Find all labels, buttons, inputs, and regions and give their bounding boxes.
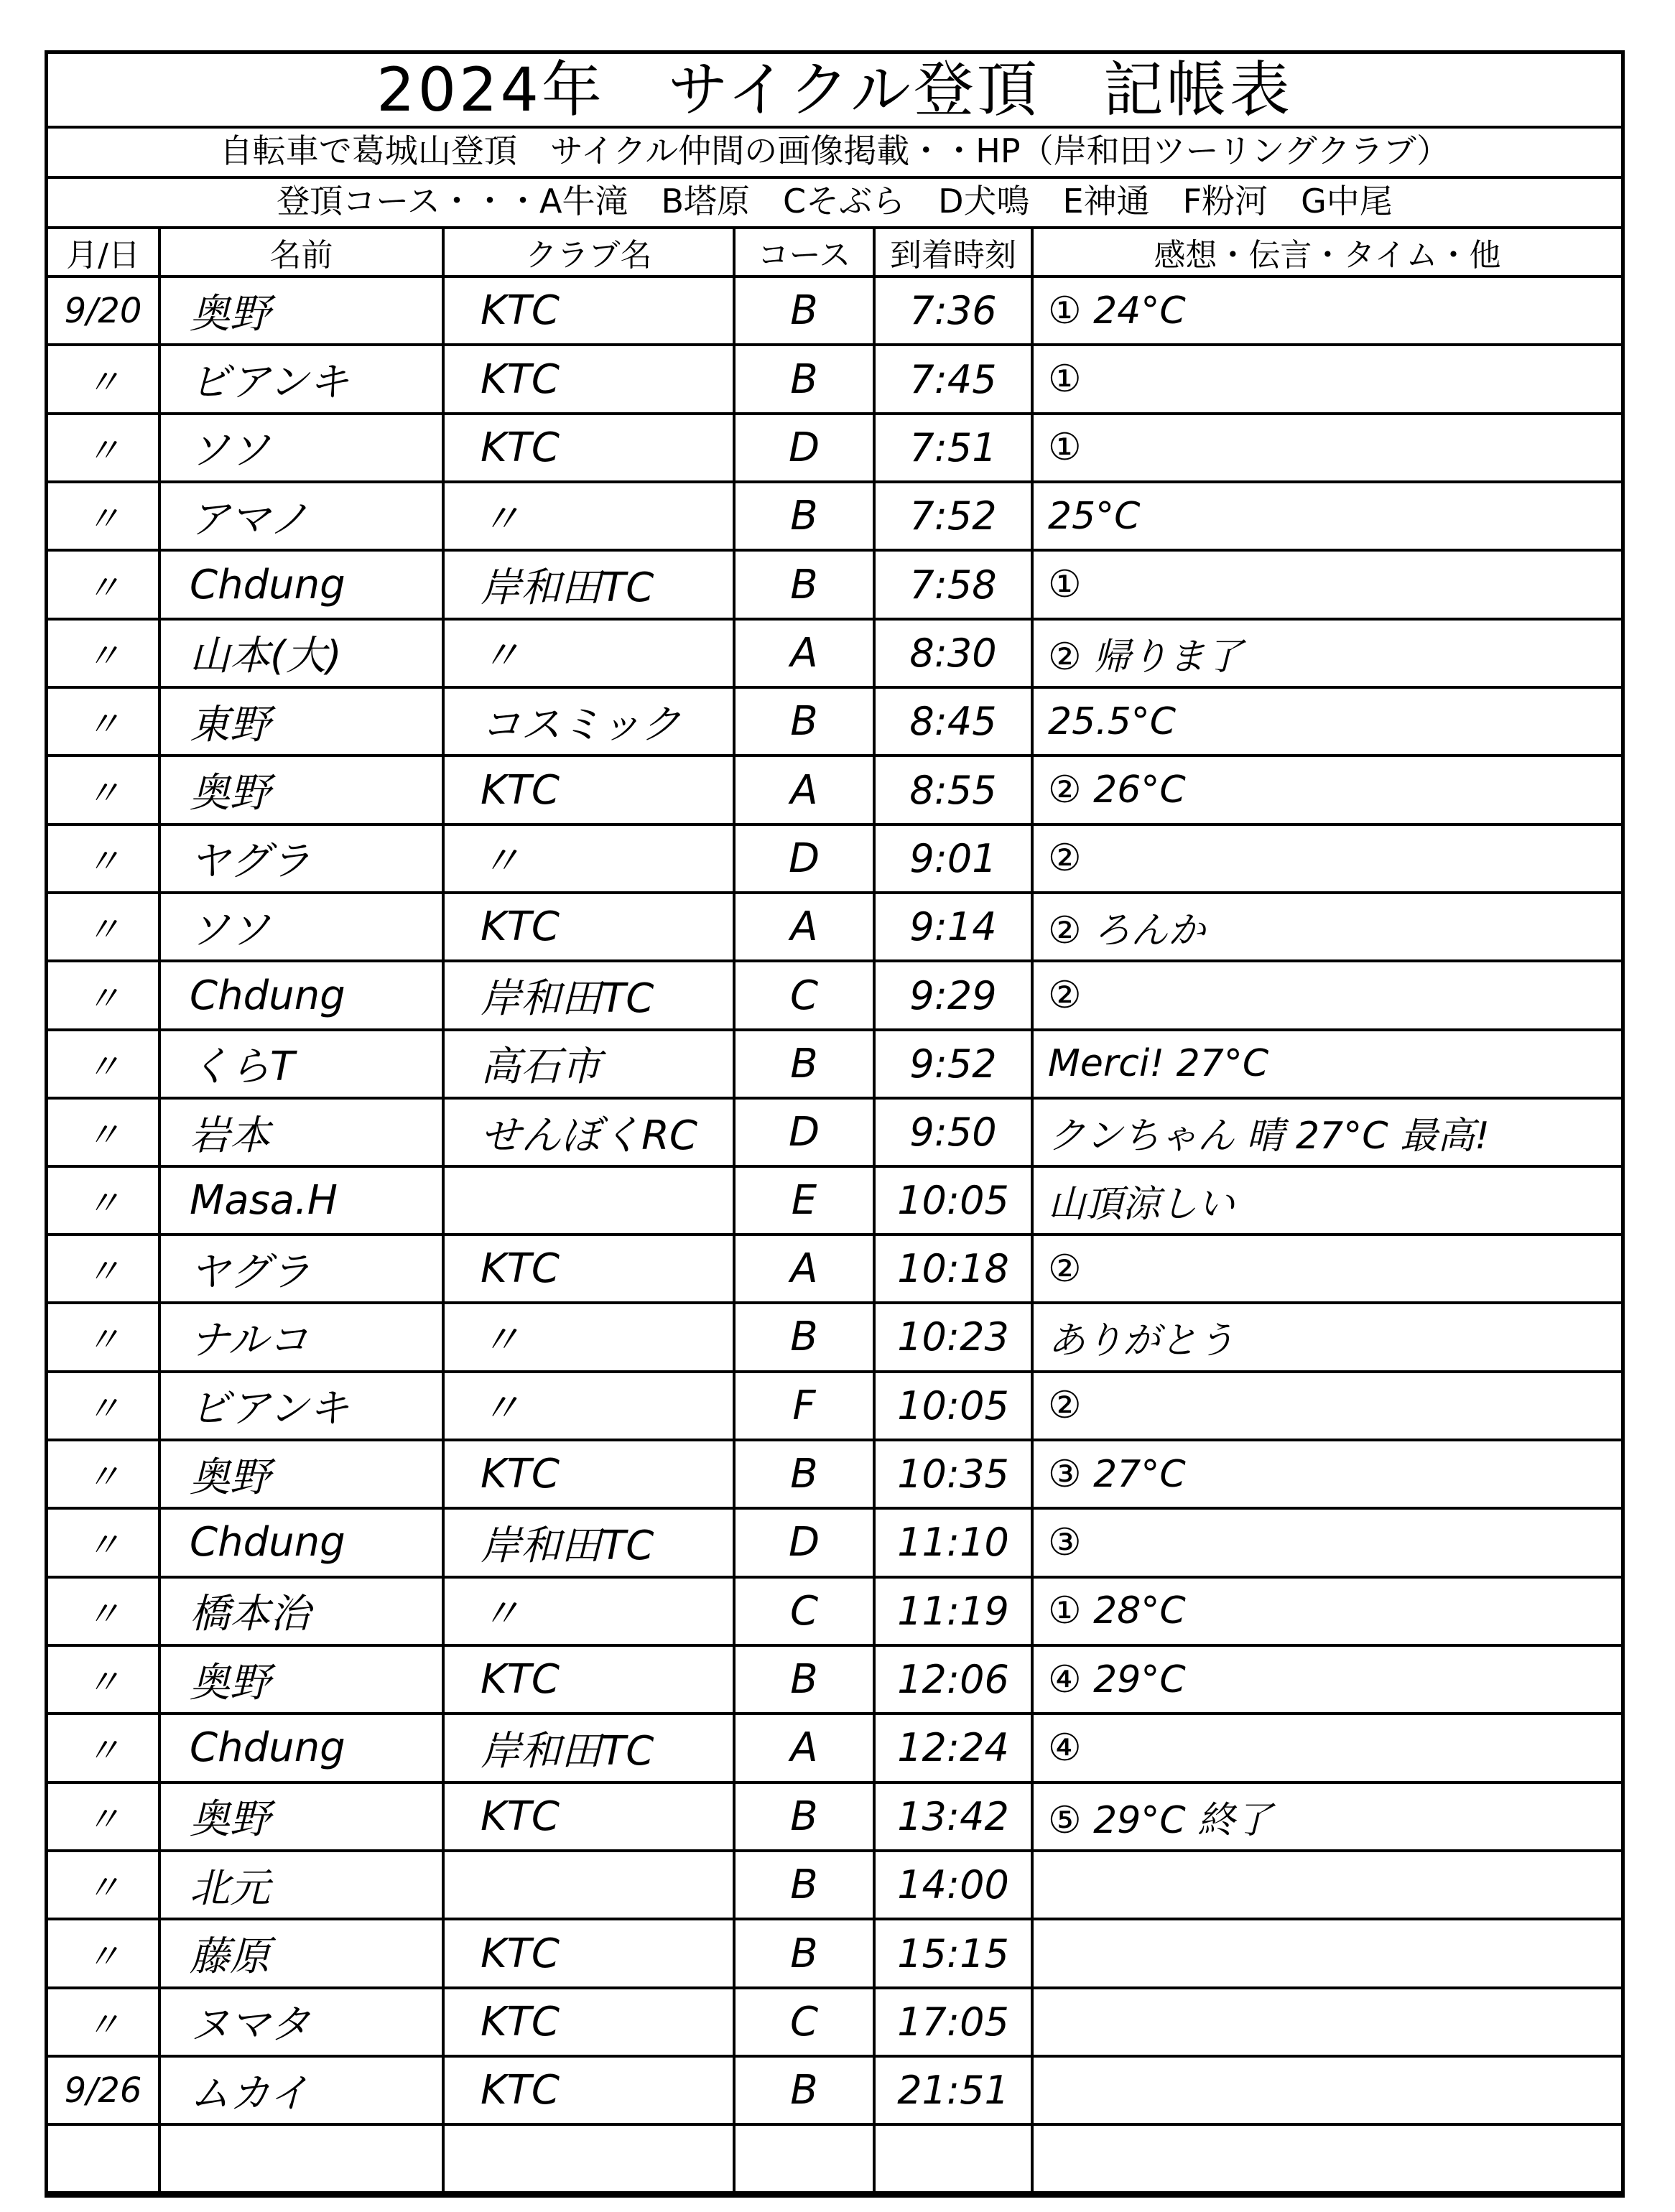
header-club: クラブ名 xyxy=(443,228,734,276)
cell-time: 13:42 xyxy=(874,1783,1032,1851)
cell-name: ソソ xyxy=(159,893,443,961)
cell-name: ナルコ xyxy=(159,1303,443,1371)
cell-course: B xyxy=(734,1645,874,1714)
table-row xyxy=(48,1577,1621,1645)
cell-date: 〃 xyxy=(48,1988,159,2056)
cell-memo: ありがとう xyxy=(1032,1303,1621,1371)
cell-date: 〃 xyxy=(48,893,159,961)
cell-name: アマノ xyxy=(159,482,443,550)
cell-course: C xyxy=(734,1988,874,2056)
cell-time: 10:18 xyxy=(874,1235,1032,1303)
table-row xyxy=(48,550,1621,618)
cell-course: D xyxy=(734,1098,874,1166)
cell-name: 奥野 xyxy=(159,276,443,345)
table-row xyxy=(48,1098,1621,1166)
cell-date: 〃 xyxy=(48,756,159,824)
cell-date: 〃 xyxy=(48,1645,159,1714)
cell-time: 9:01 xyxy=(874,824,1032,893)
cell-name: 奥野 xyxy=(159,1645,443,1714)
table-row xyxy=(48,2124,1621,2193)
cell-course: B xyxy=(734,687,874,756)
table-row xyxy=(48,1440,1621,1508)
table-row xyxy=(48,414,1621,482)
cell-club: KTC xyxy=(443,1919,734,1987)
cell-club: KTC xyxy=(443,756,734,824)
cell-name: ビアンキ xyxy=(159,345,443,413)
cell-date: 〃 xyxy=(48,1098,159,1166)
cell-club: コスミック xyxy=(443,687,734,756)
table-row xyxy=(48,1988,1621,2056)
cell-name: 奥野 xyxy=(159,1440,443,1508)
cell-memo: ① xyxy=(1032,550,1621,618)
cell-date: 〃 xyxy=(48,414,159,482)
table-row xyxy=(48,1851,1621,1919)
cell-course: C xyxy=(734,1577,874,1645)
cell-club: KTC xyxy=(443,414,734,482)
cell-course: D xyxy=(734,414,874,482)
cell-club: 岸和田TC xyxy=(443,1714,734,1782)
cell-course: B xyxy=(734,1783,874,1851)
table-row xyxy=(48,1235,1621,1303)
cell-time: 10:35 xyxy=(874,1440,1032,1508)
cell-name: ソソ xyxy=(159,414,443,482)
cell-date xyxy=(48,2124,159,2193)
cell-memo xyxy=(1032,2124,1621,2193)
table-row xyxy=(48,2056,1621,2124)
cell-memo: ① xyxy=(1032,414,1621,482)
cell-time: 10:05 xyxy=(874,1372,1032,1440)
cell-name: 橋本治 xyxy=(159,1577,443,1645)
cell-course: D xyxy=(734,824,874,893)
cell-course: F xyxy=(734,1372,874,1440)
cell-name: 岩本 xyxy=(159,1098,443,1166)
cell-memo: ② 帰りま了 xyxy=(1032,619,1621,687)
cell-memo: ④ xyxy=(1032,1714,1621,1782)
cell-course xyxy=(734,2124,874,2193)
header-name: 名前 xyxy=(159,228,443,276)
cell-club xyxy=(443,1166,734,1234)
cell-date: 〃 xyxy=(48,1508,159,1576)
cell-course: A xyxy=(734,1235,874,1303)
table-row xyxy=(48,1030,1621,1098)
cell-club: 岸和田TC xyxy=(443,961,734,1029)
table-row xyxy=(48,687,1621,756)
cell-date: 〃 xyxy=(48,1783,159,1851)
table-row xyxy=(48,1372,1621,1440)
table-row xyxy=(48,756,1621,824)
cell-club: 岸和田TC xyxy=(443,1508,734,1576)
cell-memo xyxy=(1032,1919,1621,1987)
cell-time: 21:51 xyxy=(874,2056,1032,2124)
cell-date: 〃 xyxy=(48,1235,159,1303)
table-row xyxy=(48,619,1621,687)
cell-name: ムカイ xyxy=(159,2056,443,2124)
cell-club xyxy=(443,1851,734,1919)
cell-time: 9:29 xyxy=(874,961,1032,1029)
cell-time: 9:52 xyxy=(874,1030,1032,1098)
cell-date: 9/20 xyxy=(48,276,159,345)
cell-memo: ② xyxy=(1032,961,1621,1029)
cell-course: B xyxy=(734,2056,874,2124)
cell-name xyxy=(159,2124,443,2193)
header-course: コース xyxy=(734,228,874,276)
cell-club: 高石市 xyxy=(443,1030,734,1098)
cell-memo: ② xyxy=(1032,824,1621,893)
cell-time: 7:51 xyxy=(874,414,1032,482)
cell-club: 〃 xyxy=(443,1577,734,1645)
cell-club: 〃 xyxy=(443,1303,734,1371)
cell-time: 12:06 xyxy=(874,1645,1032,1714)
cell-memo: ③ 27°C xyxy=(1032,1440,1621,1508)
cell-memo: 山頂涼しい xyxy=(1032,1166,1621,1234)
cell-memo: 25°C xyxy=(1032,482,1621,550)
cell-course: A xyxy=(734,893,874,961)
cell-date: 〃 xyxy=(48,345,159,413)
table-row xyxy=(48,1919,1621,1987)
cell-club: KTC xyxy=(443,345,734,413)
cell-time: 7:52 xyxy=(874,482,1032,550)
cell-club: 岸和田TC xyxy=(443,550,734,618)
cell-club: KTC xyxy=(443,1645,734,1714)
cell-club: KTC xyxy=(443,276,734,345)
cell-name: くらT xyxy=(159,1030,443,1098)
cell-date: 9/26 xyxy=(48,2056,159,2124)
cell-memo: ② 26°C xyxy=(1032,756,1621,824)
cell-course: B xyxy=(734,482,874,550)
cell-course: A xyxy=(734,756,874,824)
cell-memo: ② xyxy=(1032,1372,1621,1440)
cell-date: 〃 xyxy=(48,1851,159,1919)
course-legend: 登頂コース・・・A牛滝 B塔原 Cそぶら D犬鳴 E神通 F粉河 G中尾 xyxy=(48,176,1621,229)
cell-club: 〃 xyxy=(443,1372,734,1440)
cell-name: 山本(大) xyxy=(159,619,443,687)
cell-time: 12:24 xyxy=(874,1714,1032,1782)
cell-name: ヤグラ xyxy=(159,1235,443,1303)
cell-memo: ② ろんか xyxy=(1032,893,1621,961)
cell-memo: クンちゃん 晴 27°C 最高! xyxy=(1032,1098,1621,1166)
cell-date: 〃 xyxy=(48,1030,159,1098)
cell-memo: ③ xyxy=(1032,1508,1621,1576)
table-row xyxy=(48,1303,1621,1371)
cell-memo: ② xyxy=(1032,1235,1621,1303)
cell-time: 11:19 xyxy=(874,1577,1032,1645)
header-time: 到着時刻 xyxy=(874,228,1032,276)
cell-memo: ④ 29°C xyxy=(1032,1645,1621,1714)
cell-time: 9:14 xyxy=(874,893,1032,961)
table-header-row xyxy=(48,228,1621,276)
cell-course: A xyxy=(734,619,874,687)
cell-course: B xyxy=(734,550,874,618)
cell-date: 〃 xyxy=(48,687,159,756)
cell-time: 11:10 xyxy=(874,1508,1032,1576)
cell-course: B xyxy=(734,345,874,413)
cell-club: 〃 xyxy=(443,619,734,687)
cell-club: 〃 xyxy=(443,482,734,550)
cell-date: 〃 xyxy=(48,1577,159,1645)
cell-course: D xyxy=(734,1508,874,1576)
cell-club: KTC xyxy=(443,1440,734,1508)
cell-memo: ① xyxy=(1032,345,1621,413)
log-table xyxy=(48,226,1621,2194)
cell-name: Chdung xyxy=(159,961,443,1029)
cell-name: Chdung xyxy=(159,1714,443,1782)
cell-time: 7:45 xyxy=(874,345,1032,413)
cell-name: 北元 xyxy=(159,1851,443,1919)
table-row xyxy=(48,824,1621,893)
cell-club: KTC xyxy=(443,2056,734,2124)
cell-date: 〃 xyxy=(48,1714,159,1782)
table-row xyxy=(48,276,1621,345)
cell-time: 10:05 xyxy=(874,1166,1032,1234)
table-row xyxy=(48,1714,1621,1782)
table-row xyxy=(48,482,1621,550)
cell-time: 7:58 xyxy=(874,550,1032,618)
cell-name: 奥野 xyxy=(159,1783,443,1851)
cell-date: 〃 xyxy=(48,1372,159,1440)
cell-course: B xyxy=(734,1919,874,1987)
cell-date: 〃 xyxy=(48,1166,159,1234)
cell-time: 15:15 xyxy=(874,1919,1032,1987)
cell-memo: ⑤ 29°C 終了 xyxy=(1032,1783,1621,1851)
cell-time: 9:50 xyxy=(874,1098,1032,1166)
cell-course: B xyxy=(734,1440,874,1508)
cell-club: KTC xyxy=(443,1783,734,1851)
cell-club: せんぼくRC xyxy=(443,1098,734,1166)
cell-memo: ① 28°C xyxy=(1032,1577,1621,1645)
header-memo: 感想・伝言・タイム・他 xyxy=(1032,228,1621,276)
cell-name: 東野 xyxy=(159,687,443,756)
cell-course: E xyxy=(734,1166,874,1234)
cell-name: Chdung xyxy=(159,550,443,618)
cell-club: KTC xyxy=(443,893,734,961)
cell-course: B xyxy=(734,276,874,345)
cell-time xyxy=(874,2124,1032,2193)
cell-date: 〃 xyxy=(48,1303,159,1371)
cell-club: KTC xyxy=(443,1235,734,1303)
header-date: 月/日 xyxy=(48,228,159,276)
table-row xyxy=(48,961,1621,1029)
cell-course: C xyxy=(734,961,874,1029)
cell-name: ビアンキ xyxy=(159,1372,443,1440)
cell-memo: 25.5°C xyxy=(1032,687,1621,756)
cell-memo xyxy=(1032,1988,1621,2056)
table-body xyxy=(48,276,1621,2193)
cell-club: KTC xyxy=(443,1988,734,2056)
cell-date: 〃 xyxy=(48,550,159,618)
cell-course: A xyxy=(734,1714,874,1782)
cell-time: 10:23 xyxy=(874,1303,1032,1371)
cell-memo: Merci! 27°C xyxy=(1032,1030,1621,1098)
logbook-sheet xyxy=(45,50,1625,2198)
cell-date: 〃 xyxy=(48,824,159,893)
page-title: 2024年 サイクル登頂 記帳表 xyxy=(48,54,1621,129)
cell-name: Masa.H xyxy=(159,1166,443,1234)
subtitle: 自転車で葛城山登頂 サイクル仲間の画像掲載・・HP（岸和田ツーリングクラブ） xyxy=(48,126,1621,179)
cell-course: B xyxy=(734,1030,874,1098)
cell-date: 〃 xyxy=(48,482,159,550)
cell-time: 8:30 xyxy=(874,619,1032,687)
cell-club: 〃 xyxy=(443,824,734,893)
cell-name: 奥野 xyxy=(159,756,443,824)
table-row xyxy=(48,345,1621,413)
cell-time: 14:00 xyxy=(874,1851,1032,1919)
cell-name: ヤグラ xyxy=(159,824,443,893)
cell-time: 8:45 xyxy=(874,687,1032,756)
cell-club xyxy=(443,2124,734,2193)
cell-course: B xyxy=(734,1303,874,1371)
cell-memo xyxy=(1032,1851,1621,1919)
table-row xyxy=(48,1783,1621,1851)
cell-memo: ① 24°C xyxy=(1032,276,1621,345)
cell-date: 〃 xyxy=(48,961,159,1029)
table-row xyxy=(48,893,1621,961)
cell-date: 〃 xyxy=(48,1919,159,1987)
cell-memo xyxy=(1032,2056,1621,2124)
table-row xyxy=(48,1508,1621,1576)
cell-name: 藤原 xyxy=(159,1919,443,1987)
table-row xyxy=(48,1645,1621,1714)
cell-date: 〃 xyxy=(48,619,159,687)
cell-time: 8:55 xyxy=(874,756,1032,824)
cell-date: 〃 xyxy=(48,1440,159,1508)
table-row xyxy=(48,1166,1621,1234)
cell-time: 7:36 xyxy=(874,276,1032,345)
cell-course: B xyxy=(734,1851,874,1919)
cell-name: ヌマタ xyxy=(159,1988,443,2056)
cell-name: Chdung xyxy=(159,1508,443,1576)
cell-time: 17:05 xyxy=(874,1988,1032,2056)
